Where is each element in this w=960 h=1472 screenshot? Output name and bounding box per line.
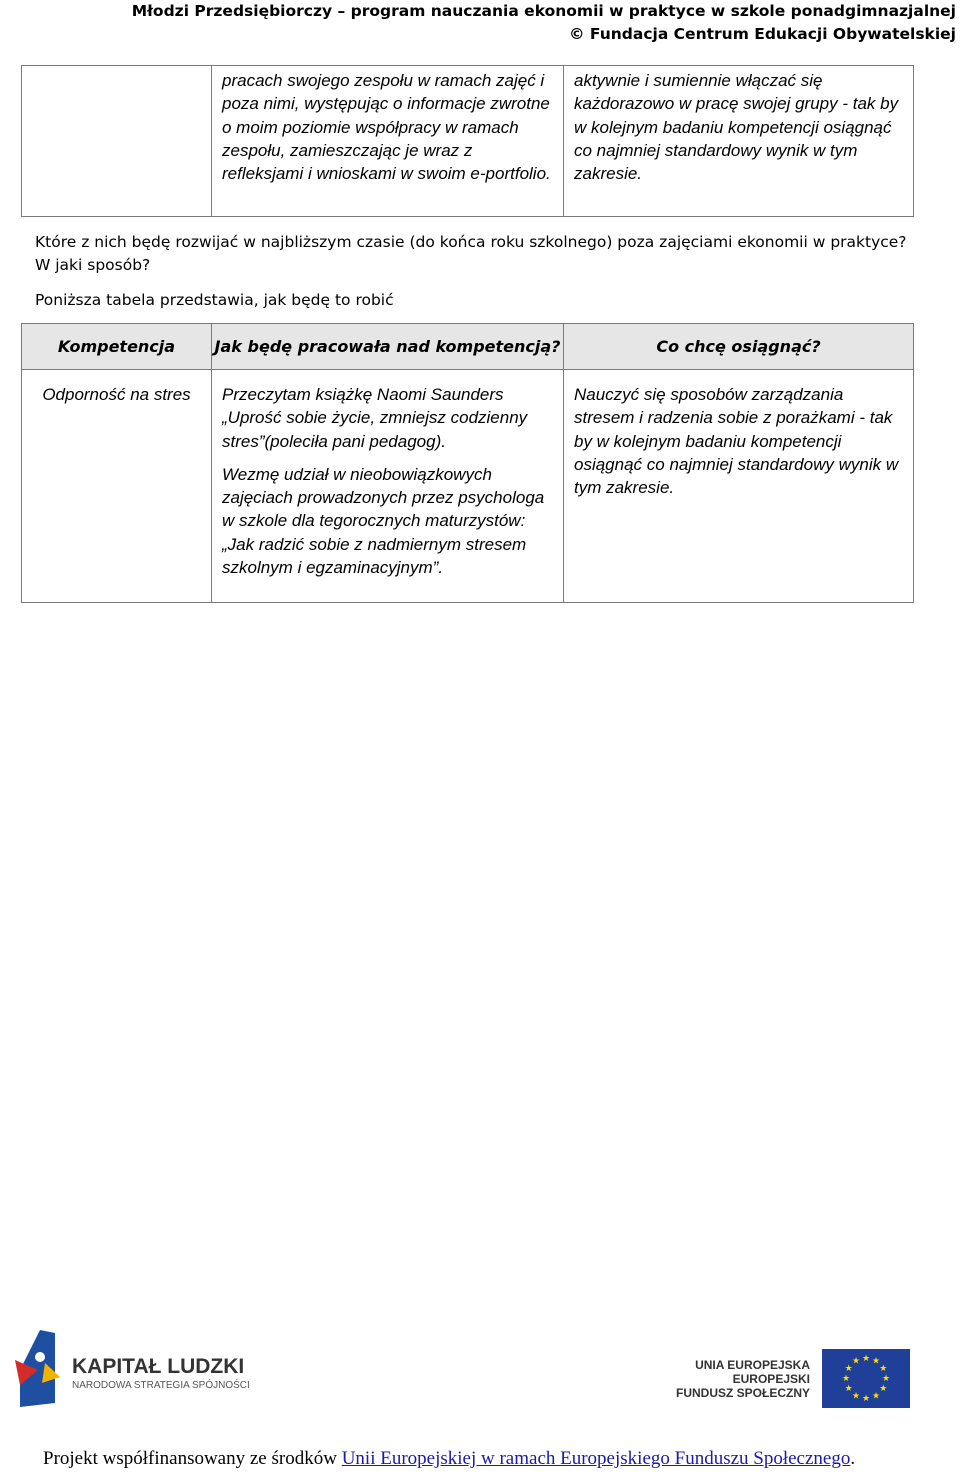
method-paragraph: Wezmę udział w nieobowiązkowych zajęciach prowadzonych przez psychologa w szkole dla tegorocznych maturzystów: „Jak radzić sobie z nadmiernym stresem szkolnym i egzaminacyjnym”. [222,464,545,578]
logos-bar [0,1325,960,1415]
logo-title: KAPITAŁ LUDZKI [72,1355,245,1378]
table-cell [564,66,914,217]
footer-link[interactable]: Unii Europejskiej w ramach Europejskiego Funduszu Społecznego [341,1448,851,1469]
cell-text: aktywnie i sumiennie włączać się każdorazowo w pracę swojej grupy - tak by w kolejnym badaniu kompetencji osiągnąć co najmniej standardowy wynik w tym zakresie. [574,71,899,184]
method-paragraph: Przeczytam książkę Naomi Saunders „Uprość sobie życie, zmniejsz codzienny stres”(poleciła pani pedagog). [222,385,528,451]
logo-star-icon [35,1352,45,1362]
goal-cell: Nauczyć się sposobów zarządzania stresem i radzenia sobie z porażkami - tak by w kolejnym badaniu kompetencji osiągnąć co najmniej standardowy wynik w tym zakresie. [564,370,914,603]
eu-label-line3: FUNDUSZ SPOŁECZNY [675,1386,810,1400]
eu-star-icon: ★ [841,1373,851,1383]
header-copyright: © Fundacja Centrum Edukacji Obywatelskiej [568,25,956,43]
page-header [132,0,956,46]
eu-star-icon: ★ [879,1383,888,1393]
competence-cell: Odporność na stres [22,370,212,603]
eu-label-line1: UNIA EUROPEJSKA [695,1358,810,1372]
eu-star-icon: ★ [861,1393,871,1403]
eu-star-icon: ★ [844,1383,853,1393]
table-row [22,66,914,217]
footer-note [43,1448,855,1470]
continued-table [21,65,914,217]
question-paragraph: Które z nich będę rozwijać w najbliższym czasie (do końca roku szkolnego) poza zajęciami ekonomii w praktyce? W jaki sposób? [35,233,907,274]
table-cell-empty [22,66,212,217]
footer-suffix: . [850,1448,856,1469]
logo-subtitle: NARODOWA STRATEGIA SPÓJNOŚCI [72,1380,250,1391]
eu-label-line2: EUROPEJSKI [732,1372,810,1386]
cell-text: pracach swojego zespołu w ramach zajęć i poza nimi, występując o informacje zwrotne o moim poziomie współpracy w ramach zespołu, zamieszczając je wraz z refleksjami i wnioskami w swoim e-portfolio. [222,71,551,184]
logos-graphic [0,1325,960,1415]
eu-star-icon: ★ [851,1355,861,1366]
header-program-title: Młodzi Przedsiębiorczy – program nauczania ekonomii w praktyce w szkole ponadgimnazjalnej [131,2,956,20]
eu-star-icon: ★ [871,1355,881,1366]
eu-star-icon: ★ [861,1353,871,1363]
eu-star-icon: ★ [879,1363,888,1373]
method-cell [212,370,564,603]
table-cell [212,66,564,217]
column-header-method: Jak będę pracowała nad kompetencją? [212,324,564,370]
competence-table [21,323,914,603]
eu-star-icon: ★ [871,1390,881,1401]
eu-star-icon: ★ [881,1373,891,1383]
column-header-goal: Co chcę osiągnąć? [564,324,914,370]
eu-star-icon: ★ [851,1390,861,1401]
table-header-row [22,324,914,370]
intro-paragraph: Poniższa tabela przedstawia, jak będę to robić [35,291,394,309]
table-row [22,370,914,603]
kapital-ludzki-logo [15,1330,60,1407]
eu-star-icon: ★ [844,1363,853,1373]
footer-prefix: Projekt współfinansowany ze środków [43,1448,342,1469]
column-header-competence: Kompetencja [22,324,212,370]
